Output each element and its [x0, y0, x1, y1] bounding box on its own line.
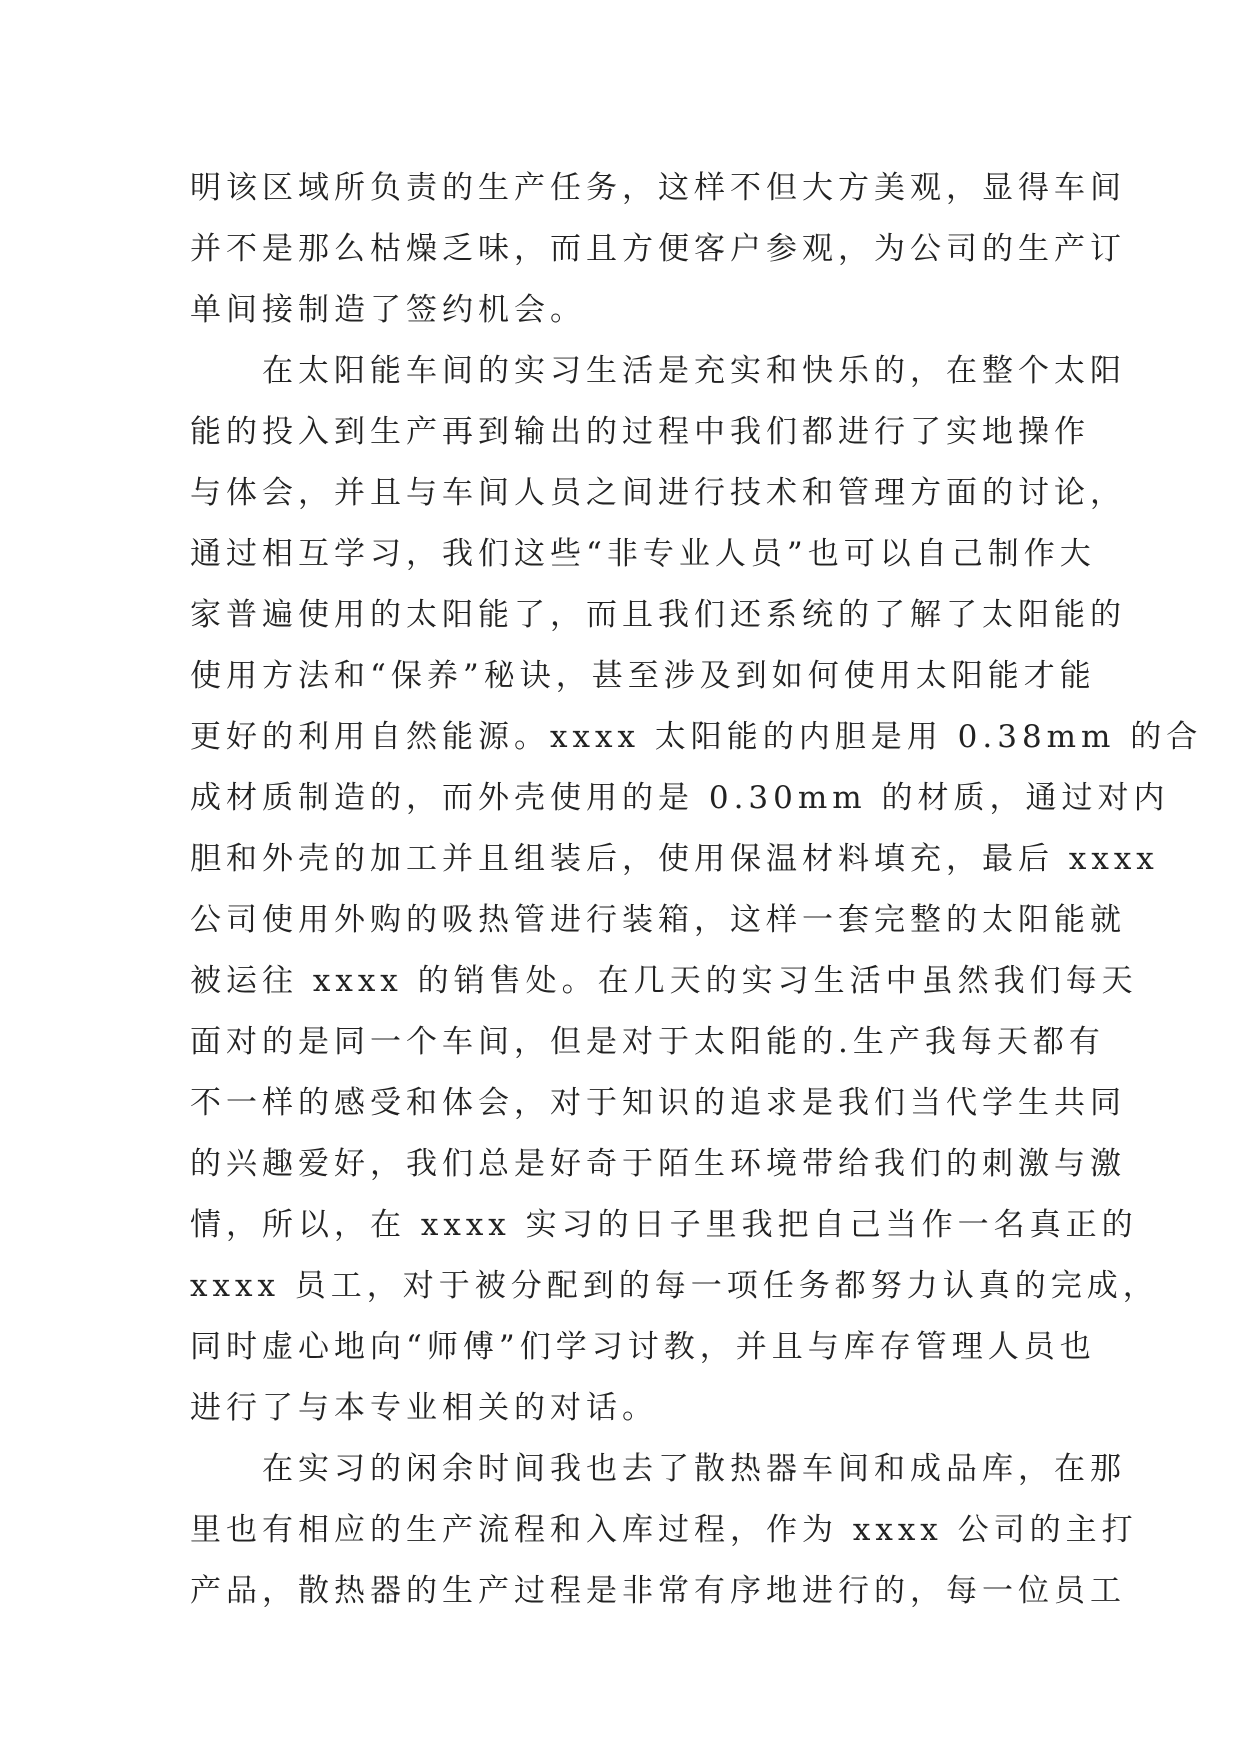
text-line: 使用方法和“保养”秘诀，甚至涉及到如何使用太阳能才能: [190, 658, 1096, 694]
text-line: 能的投入到生产再到输出的过程中我们都进行了实地操作: [190, 414, 1090, 450]
text-line: 情，所以，在 xxxx 实习的日子里我把自己当作一名真正的: [190, 1207, 1138, 1243]
text-line: 单间接制造了签约机会。: [190, 292, 586, 328]
text-line: 公司使用外购的吸热管进行装箱，这样一套完整的太阳能就: [190, 902, 1126, 938]
text-line: 更好的利用自然能源。xxxx 太阳能的内胆是用 0.38mm 的合: [190, 719, 1203, 755]
text-line: 通过相互学习，我们这些“非专业人员”也可以自己制作大: [190, 536, 1096, 572]
text-line: 并不是那么枯燥乏味，而且方便客户参观，为公司的生产订: [190, 231, 1126, 267]
text-line: 产品，散热器的生产过程是非常有序地进行的，每一位员工: [190, 1573, 1126, 1609]
text-line: 面对的是同一个车间，但是对于太阳能的.生产我每天都有: [190, 1024, 1105, 1060]
text-line: 进行了与本专业相关的对话。: [190, 1390, 658, 1426]
paragraph-start-line: 在实习的闲余时间我也去了散热器车间和成品库，在那: [262, 1451, 1126, 1487]
text-line: 家普遍使用的太阳能了，而且我们还系统的了解了太阳能的: [190, 597, 1126, 633]
text-line: 明该区域所负责的生产任务，这样不但大方美观，显得车间: [190, 170, 1126, 206]
paragraph-start-line: 在太阳能车间的实习生活是充实和快乐的，在整个太阳: [262, 353, 1126, 389]
body-text: [190, 158, 1203, 1622]
text-line: 与体会，并且与车间人员之间进行技术和管理方面的讨论，: [190, 475, 1126, 511]
text-line: 同时虚心地向“师傅”们学习讨教，并且与库存管理人员也: [190, 1329, 1096, 1365]
text-line: 里也有相应的生产流程和入库过程，作为 xxxx 公司的主打: [190, 1512, 1138, 1548]
text-line: xxxx 员工，对于被分配到的每一项任务都努力认真的完成，: [190, 1268, 1159, 1304]
text-line: 成材质制造的，而外壳使用的是 0.30mm 的材质，通过对内: [190, 780, 1170, 816]
text-line: 胆和外壳的加工并且组装后，使用保温材料填充，最后 xxxx: [190, 841, 1159, 877]
text-line: 被运往 xxxx 的销售处。在几天的实习生活中虽然我们每天: [190, 963, 1138, 999]
text-line: 不一样的感受和体会，对于知识的追求是我们当代学生共同: [190, 1085, 1126, 1121]
text-line: 的兴趣爱好，我们总是好奇于陌生环境带给我们的刺激与激: [190, 1146, 1126, 1182]
